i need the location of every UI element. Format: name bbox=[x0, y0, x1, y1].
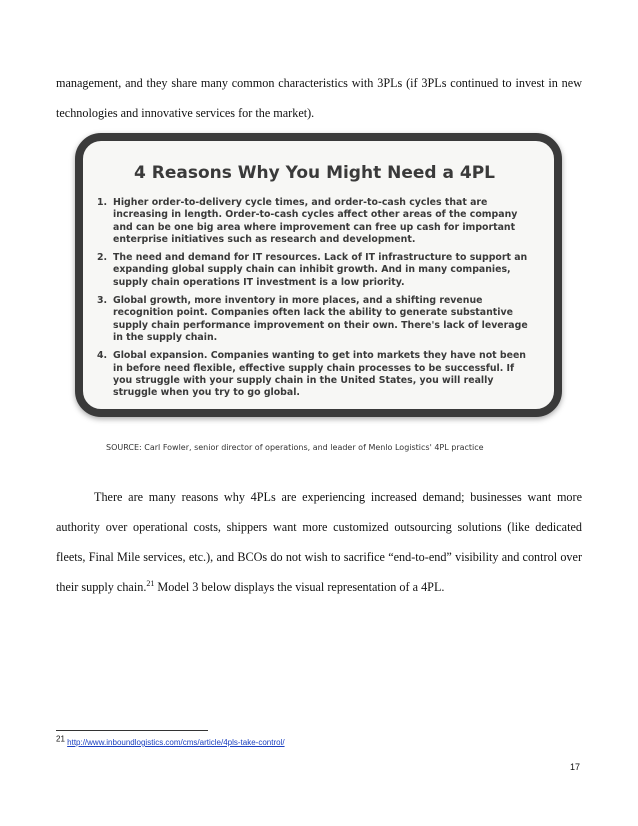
reason-text: Global expansion. Companies wanting to get into markets they have not been in before need flexible, effective supply chain processes to be successful. If you struggle with your supply chain in the United States, you will really struggle when you try to go global. bbox=[113, 350, 526, 399]
reason-text: The need and demand for IT resources. Lack of IT infrastructure to support an expanding global supply chain can inhibit growth. And in many companies, supply chain operations IT investment is a low priority. bbox=[113, 252, 528, 288]
reason-text: Global growth, more inventory in more places, and a shifting revenue recognition point. Companies often lack the ability to generate substantive supply chain performance improvement on their own. There's lack of leverage in the supply chain. bbox=[113, 295, 528, 343]
reason-number: 4. bbox=[97, 350, 108, 362]
reason-text: Higher order-to-delivery cycle times, and order-to-cash cycles that are increasing in length. Order-to-cash cycles affect other areas of the company and can be one big area where improvement can free up cash for important enterprise initiatives such as research and development. bbox=[113, 197, 518, 245]
reason-number: 1. bbox=[97, 197, 108, 208]
four-reasons-figure bbox=[75, 133, 562, 417]
body-paragraph-1: management, and they share many common characteristics with 3PLs (if 3PLs continued to invest in new technologies and innovative services for the market). bbox=[56, 76, 582, 120]
reason-number: 2. bbox=[97, 252, 108, 264]
reason-item bbox=[97, 197, 532, 246]
footnote-number: 21 bbox=[56, 734, 65, 744]
figure-title: 4 Reasons Why You Might Need a 4PL bbox=[133, 163, 496, 183]
page-number: 17 bbox=[569, 762, 580, 772]
footnote-reference[interactable]: 21 bbox=[146, 578, 155, 588]
reason-item bbox=[97, 350, 532, 399]
figure-source-caption: SOURCE: Carl Fowler, senior director of operations, and leader of Menlo Logistics' 4PL practice bbox=[106, 443, 484, 452]
paragraph-text: Model 3 below displays the visual representation of a 4PL. bbox=[154, 580, 445, 594]
reason-number: 3. bbox=[97, 295, 108, 307]
footnote bbox=[56, 734, 285, 747]
reason-item bbox=[97, 252, 532, 289]
footnote-divider bbox=[56, 730, 208, 731]
footnote-link[interactable]: http://www.inboundlogistics.com/cms/article/4pls-take-control/ bbox=[67, 738, 285, 747]
reason-item bbox=[97, 295, 532, 344]
body-paragraph-2 bbox=[56, 482, 582, 602]
reasons-list bbox=[97, 197, 532, 399]
paragraph-text: There are many reasons why 4PLs are experiencing increased demand; businesses want more authority over operational costs, shippers want more customized outsourcing solutions (like dedicated fleets, Final Mile services, etc.), and BCOs do not wish to sacrifice “end-to-end” visibility and control over their supply chain. bbox=[56, 490, 582, 594]
